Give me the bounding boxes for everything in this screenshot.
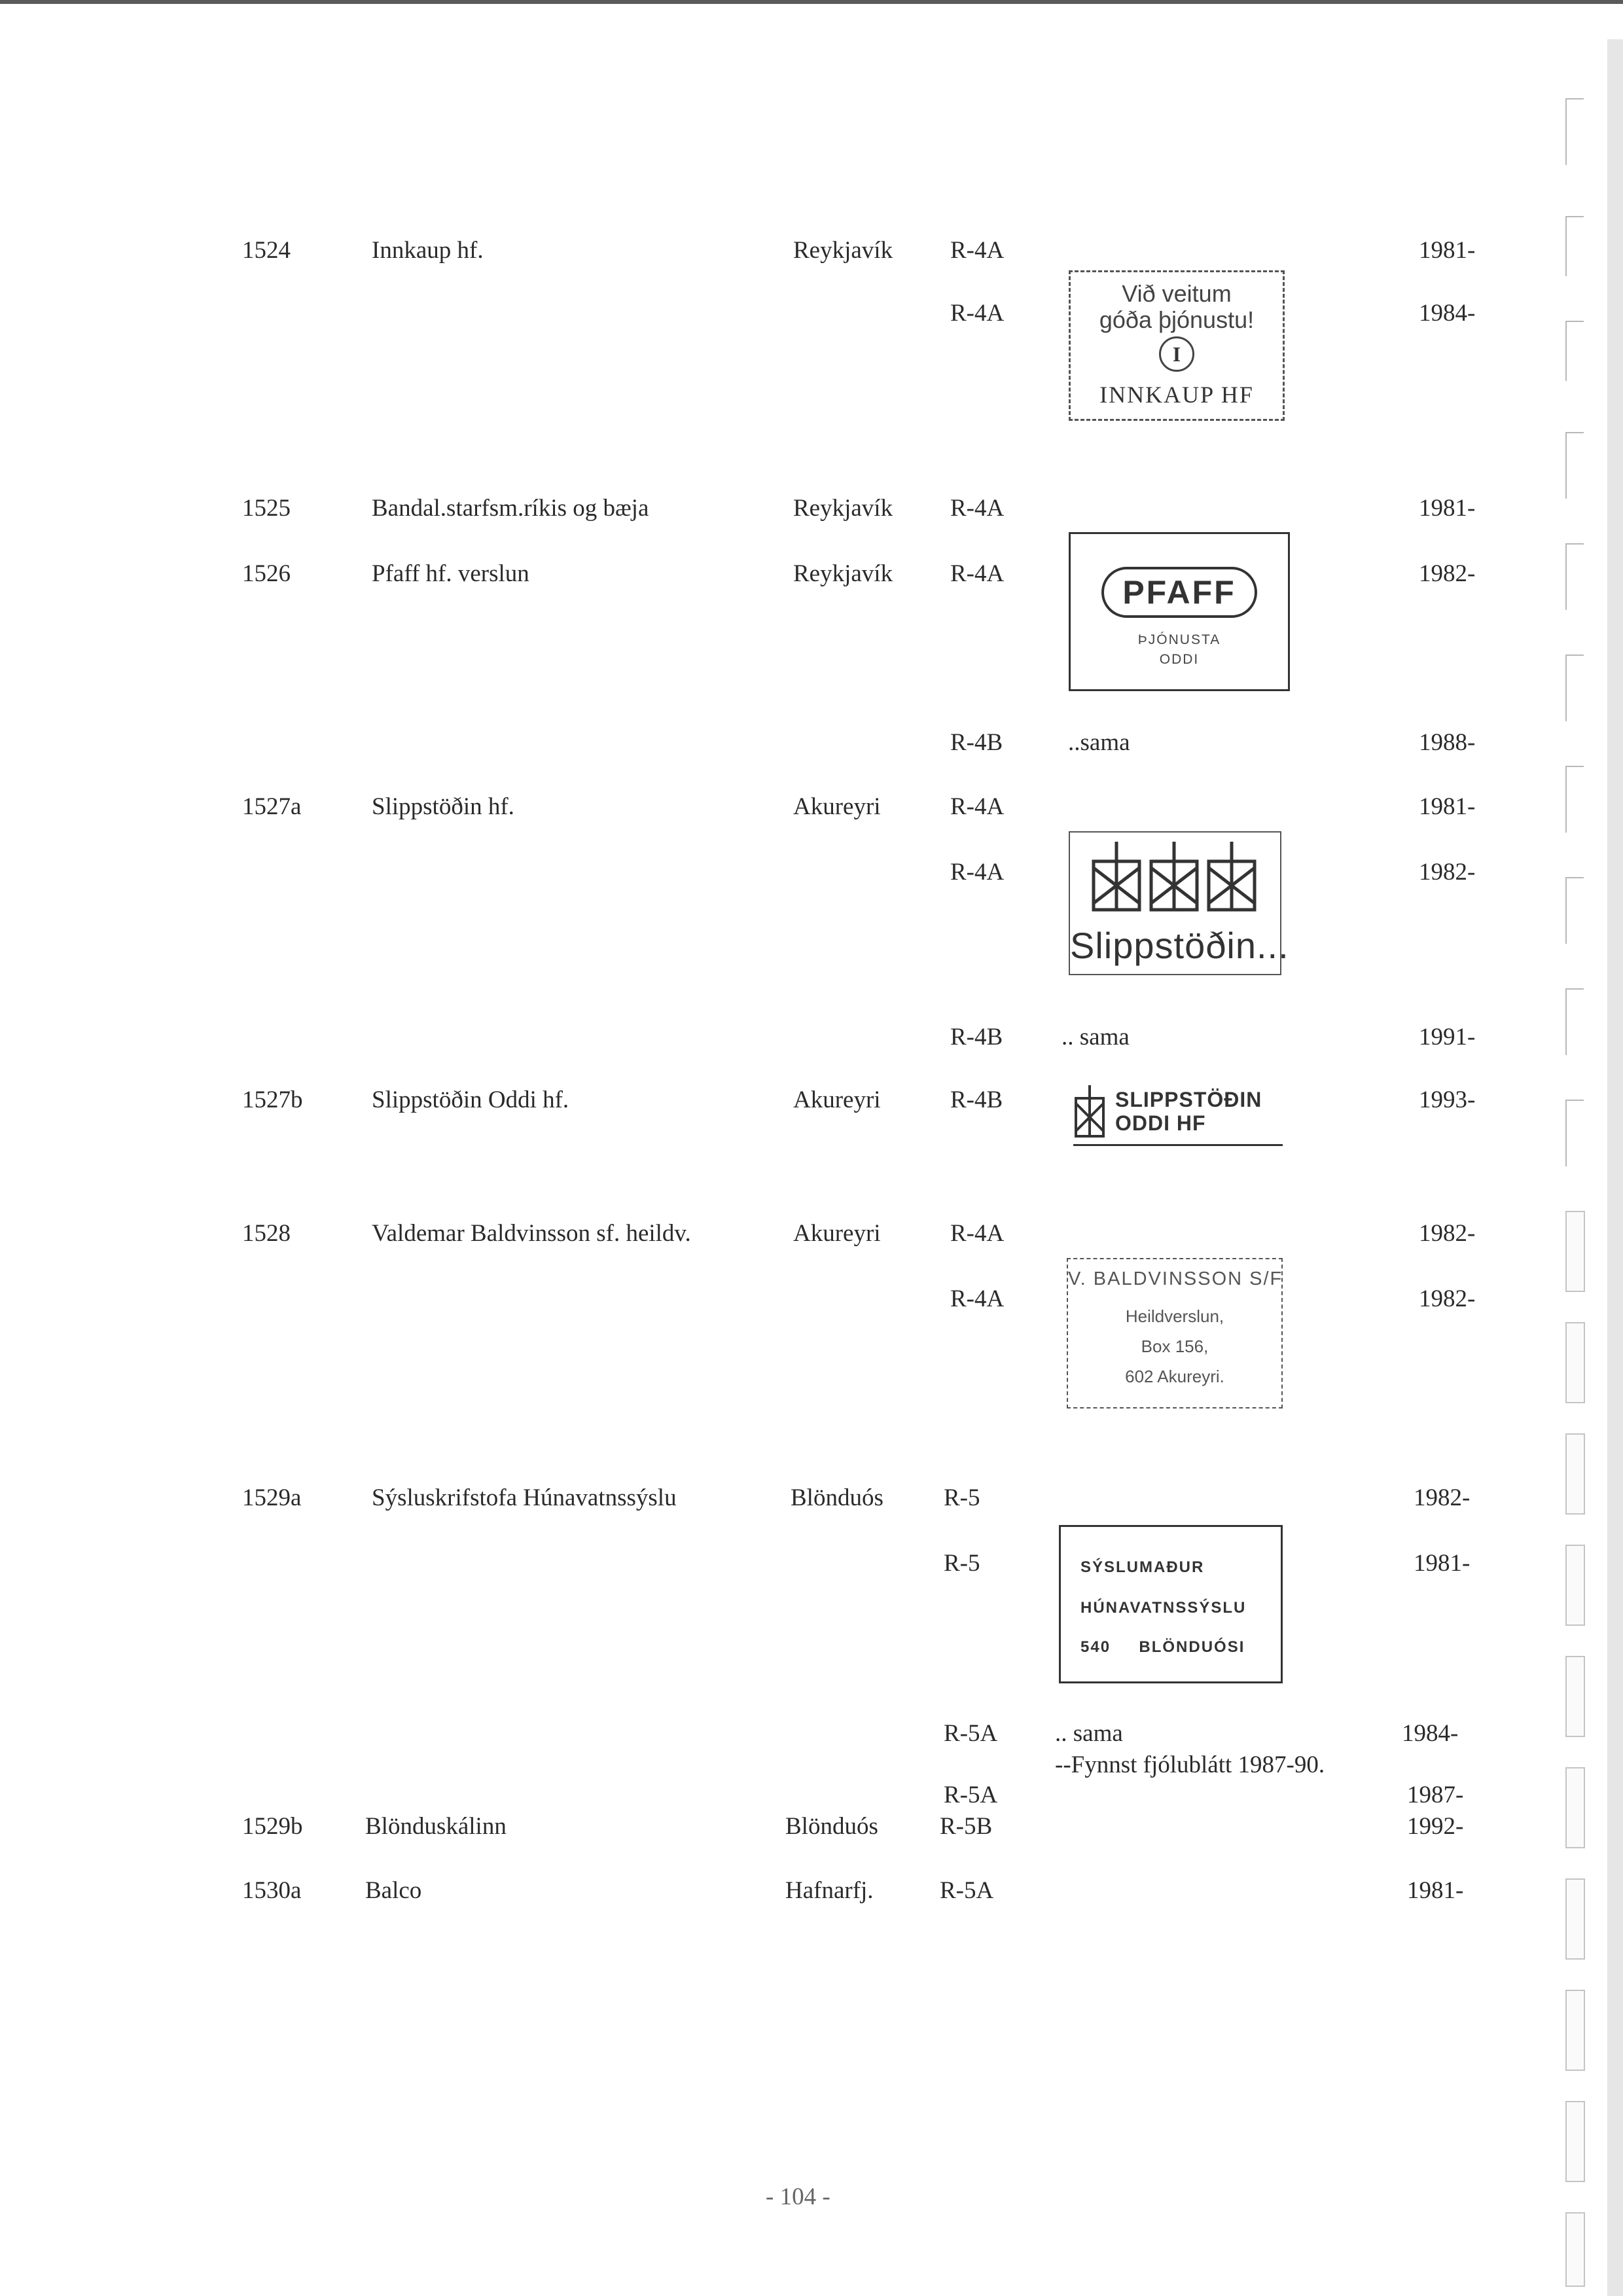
entry-number: 1524 [242, 237, 291, 264]
entry-year: 1992- [1407, 1813, 1464, 1840]
entry-code: R-4B [950, 729, 1003, 756]
entry-code: R-5A [944, 1720, 998, 1747]
page-number: - 104 - [766, 2183, 830, 2210]
stamp-text: ODDI [1159, 652, 1200, 667]
scan-top-edge [0, 0, 1623, 4]
entry-number: 1529a [242, 1484, 302, 1511]
stamp-text: 602 Akureyri. [1125, 1367, 1224, 1386]
entry-name: Valdemar Baldvinsson sf. heildv. [372, 1220, 691, 1247]
stamp-text: ÞJÓNUSTA [1137, 632, 1221, 647]
entry-name: Blönduskálinn [365, 1813, 507, 1840]
entry-code: R-5A [940, 1877, 994, 1904]
entry-code: R-4A [950, 859, 1005, 886]
stamp-text: 540 BLÖNDUÓSI [1080, 1638, 1245, 1656]
entry-note: --Fynnst fjólublátt 1987-90. [1055, 1751, 1325, 1778]
entry-name: Balco [365, 1877, 422, 1904]
entry-code: R-5A [944, 1782, 998, 1808]
stamp-text: INNKAUP HF [1099, 382, 1254, 408]
entry-code: R-4A [950, 793, 1005, 820]
entry-place: Akureyri [793, 1086, 881, 1113]
stamp-text: ODDI HF [1115, 1111, 1206, 1135]
stamp-slippstodin-oddi [1073, 1079, 1283, 1146]
entry-place: Reykjavík [793, 237, 893, 264]
entry-name: Bandal.starfsm.ríkis og bæja [372, 495, 649, 522]
entry-name: Innkaup hf. [372, 237, 484, 264]
stamp-text: Við veitum [1122, 280, 1232, 307]
entry-place: Blönduós [791, 1484, 883, 1511]
entry-year: 1991- [1419, 1024, 1476, 1050]
entry-code: R-4B [950, 1024, 1003, 1050]
pfaff-logo-icon: PFAFF [1071, 567, 1288, 618]
entry-name: Pfaff hf. verslun [372, 560, 529, 587]
scan-right-edge [1607, 39, 1623, 2296]
entry-code: R-4A [950, 300, 1005, 327]
entry-year: 1993- [1419, 1086, 1476, 1113]
entry-year: 1987- [1407, 1782, 1464, 1808]
entry-note: .. sama [1055, 1720, 1123, 1747]
entry-code: R-4A [950, 1285, 1005, 1312]
entry-number: 1527b [242, 1086, 303, 1113]
entry-year: 1982- [1419, 1220, 1476, 1247]
stamp-text: góða þjónustu! [1099, 306, 1255, 333]
entry-number: 1529b [242, 1813, 303, 1840]
entry-year: 1988- [1419, 729, 1476, 756]
ship-hull-logo-icon [1073, 1085, 1106, 1139]
entry-place: Akureyri [793, 1220, 881, 1247]
stamp-slippstodin [1069, 831, 1289, 975]
entry-year: 1981- [1419, 793, 1476, 820]
entry-code: R-4A [950, 237, 1005, 264]
entry-number: 1525 [242, 495, 291, 522]
entry-number: 1530a [242, 1877, 302, 1904]
entry-place: Reykjavík [793, 495, 893, 522]
entry-year: 1982- [1414, 1484, 1471, 1511]
entry-note: ..sama [1068, 729, 1130, 756]
stamp-text: SLIPPSTÖÐIN [1115, 1088, 1262, 1111]
entry-year: 1981- [1407, 1877, 1464, 1904]
entry-year: 1984- [1402, 1720, 1459, 1747]
stamp-text: SÝSLUMAÐUR [1080, 1558, 1205, 1576]
entry-place: Akureyri [793, 793, 881, 820]
entry-name: Slippstöðin Oddi hf. [372, 1086, 569, 1113]
entry-year: 1981- [1419, 495, 1476, 522]
entry-code: R-5B [940, 1813, 993, 1840]
entry-code: R-4A [950, 1220, 1005, 1247]
stamp-baldvinsson [1067, 1258, 1283, 1408]
entry-year: 1981- [1414, 1550, 1471, 1577]
entry-code: R-5 [944, 1550, 980, 1577]
entry-number: 1527a [242, 793, 302, 820]
entry-name: Sýsluskrifstofa Húnavatnssýslu [372, 1484, 677, 1511]
stamp-text: V. BALDVINSSON S/F [1068, 1268, 1283, 1289]
entry-place: Reykjavík [793, 560, 893, 587]
stamp-text: Box 156, [1141, 1336, 1209, 1356]
entry-place: Blönduós [785, 1813, 878, 1840]
stamp-text: Heildverslun, [1125, 1306, 1224, 1326]
stamp-text: HÚNAVATNSSÝSLU [1080, 1599, 1247, 1617]
entry-year: 1984- [1419, 300, 1476, 327]
entry-number: 1526 [242, 560, 291, 587]
entry-code: R-4A [950, 495, 1005, 522]
entry-name: Slippstöðin hf. [372, 793, 514, 820]
entry-code: R-4B [950, 1086, 1003, 1113]
entry-code: R-5 [944, 1484, 980, 1511]
stamp-syslumadur [1059, 1525, 1283, 1683]
innkaup-logo-icon: I [1071, 336, 1283, 372]
stamp-pfaff [1069, 532, 1290, 691]
stamp-innkaup [1069, 270, 1285, 421]
entry-place: Hafnarfj. [785, 1877, 874, 1904]
entry-year: 1982- [1419, 560, 1476, 587]
ship-hulls-logo-icon [1090, 842, 1260, 914]
stamp-text: Slippstöðin... [1070, 925, 1289, 966]
entry-year: 1981- [1419, 237, 1476, 264]
entry-note: .. sama [1061, 1024, 1130, 1050]
entry-code: R-4A [950, 560, 1005, 587]
entry-year: 1982- [1419, 1285, 1476, 1312]
entry-year: 1982- [1419, 859, 1476, 886]
entry-number: 1528 [242, 1220, 291, 1247]
